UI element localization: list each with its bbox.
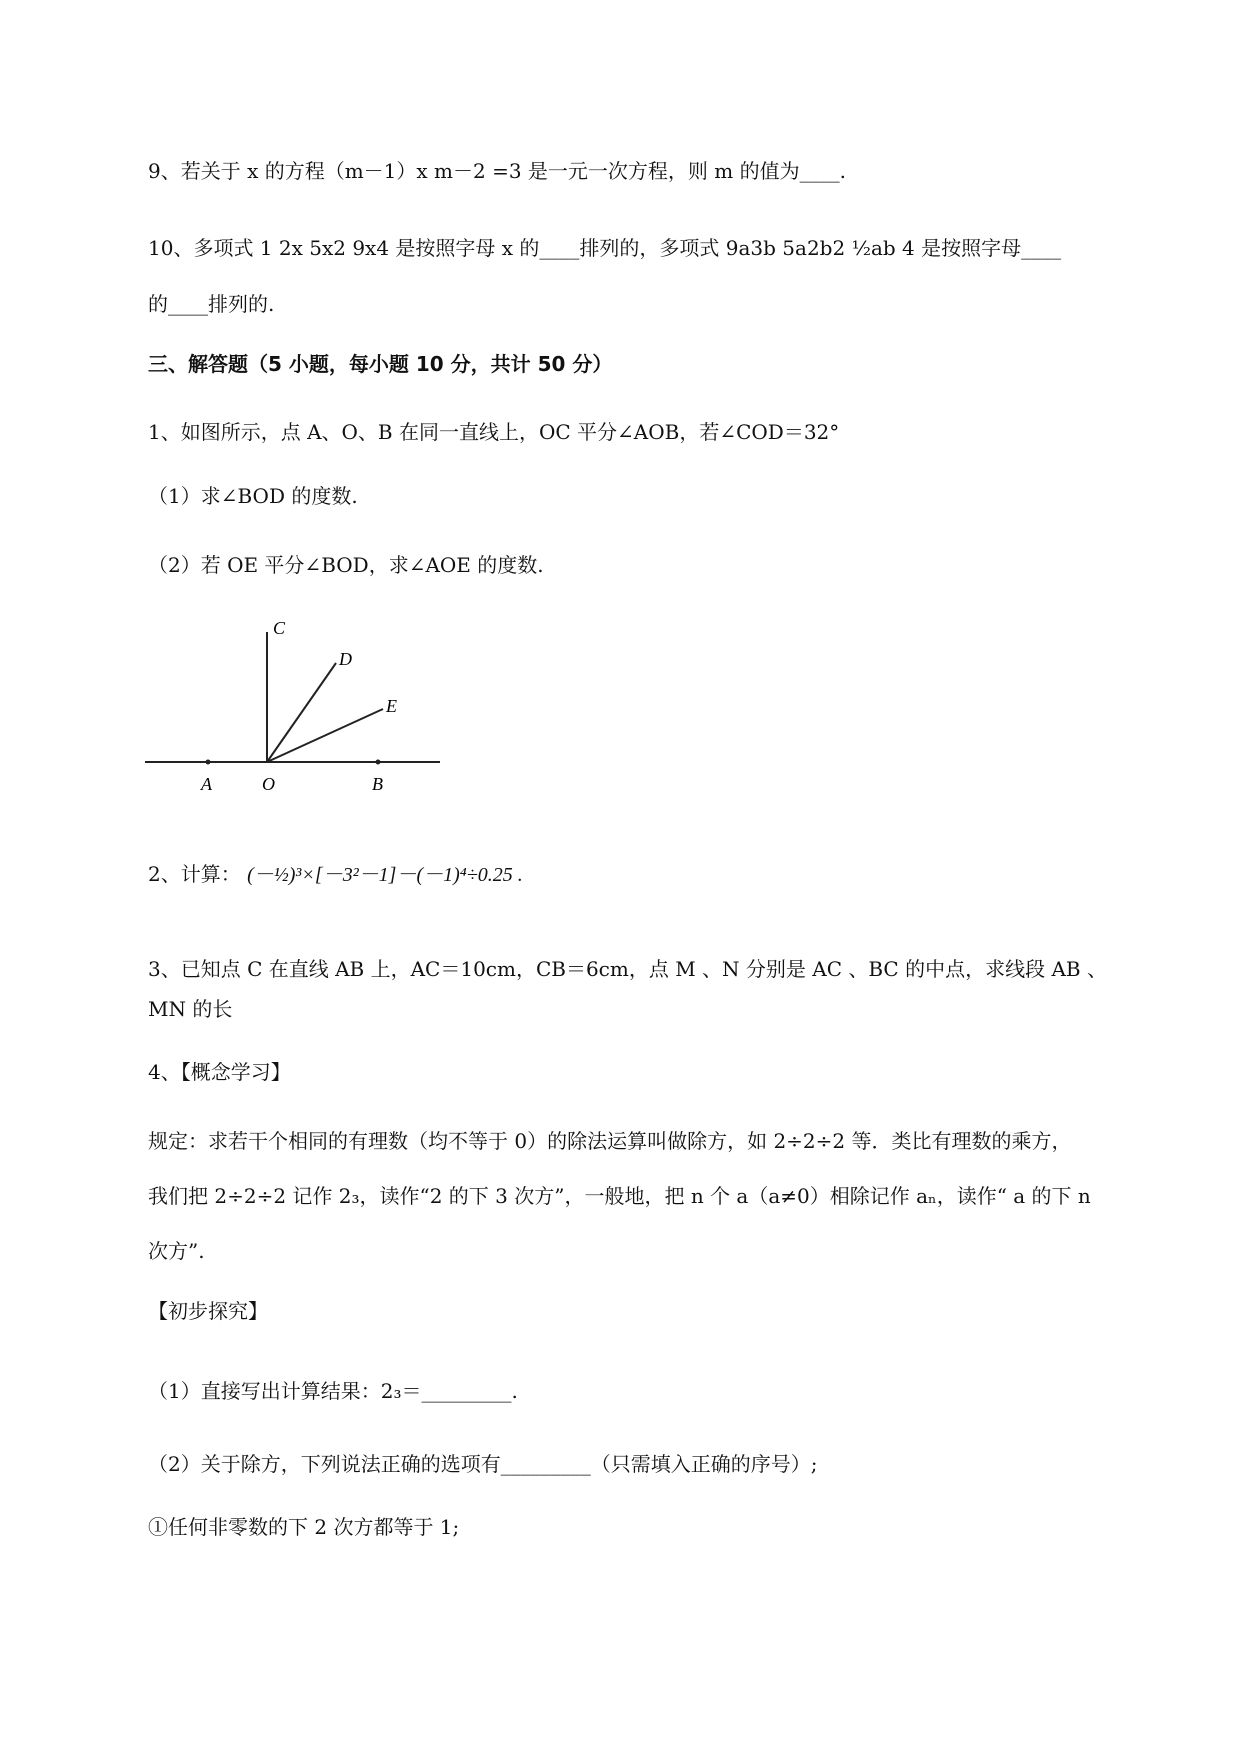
problem-1-sub2: （2）若 OE 平分∠BOD，求∠AOE 的度数.: [148, 553, 544, 577]
problem-4-rule-line1: 规定：求若干个相同的有理数（均不等于 0）的除法运算叫做除方，如 2÷2÷2 等．类比有理数的乘方，: [148, 1129, 1072, 1153]
question-10-line1: 10、多项式 1 2x 5x2 9x4 是按照字母 x 的____排列的，多项式 9a3b 5a2b2 ½ab 4 是按照字母____: [148, 236, 1062, 260]
problem-2-expression: (－½)³×[－3²－1]－(－1)⁴÷0.25 .: [247, 864, 523, 886]
label-b: B: [372, 774, 383, 794]
problem-2-prefix: 2、计算：: [148, 862, 241, 886]
explore-heading: 【初步探究】: [148, 1299, 268, 1323]
label-a: A: [201, 774, 212, 794]
point-a: [206, 760, 211, 765]
question-10-line2: 的____排列的.: [148, 292, 275, 316]
label-d: D: [339, 649, 352, 669]
problem-4-rule-line3: 次方”.: [148, 1239, 205, 1263]
problem-3-line2: MN 的长: [148, 997, 233, 1021]
label-c: C: [273, 618, 286, 638]
section-3-heading: 三、解答题（5 小题，每小题 10 分，共计 50 分）: [148, 352, 613, 376]
point-b: [376, 760, 381, 765]
label-e: E: [386, 696, 397, 716]
explore-sub2: （2）关于除方，下列说法正确的选项有_________（只需填入正确的序号）;: [148, 1452, 818, 1476]
label-o: O: [262, 774, 275, 794]
explore-option1: ①任何非零数的下 2 次方都等于 1;: [148, 1515, 460, 1539]
problem-2: [148, 860, 523, 889]
problem-4-rule-line2: 我们把 2÷2÷2 记作 2₃，读作“2 的下 3 次方”，一般地，把 n 个 a（a≠0）相除记作 aₙ，读作“ a 的下 n: [148, 1184, 1091, 1208]
explore-sub1: （1）直接写出计算结果：2₃＝_________.: [148, 1379, 518, 1403]
question-9: 9、若关于 x 的方程（m－1）x m－2 =3 是一元一次方程，则 m 的值为____.: [148, 159, 846, 183]
problem-1-stem: 1、如图所示，点 A、O、B 在同一直线上，OC 平分∠AOB，若∠COD＝32°: [148, 420, 840, 444]
angle-figure: [140, 610, 460, 800]
problem-4-title: 4、【概念学习】: [148, 1060, 291, 1084]
problem-3-line1: 3、已知点 C 在直线 AB 上，AC＝10cm，CB＝6cm，点 M 、N 分别是 AC 、BC 的中点，求线段 AB 、: [148, 957, 1107, 981]
problem-1-sub1: （1）求∠BOD 的度数.: [148, 484, 358, 508]
